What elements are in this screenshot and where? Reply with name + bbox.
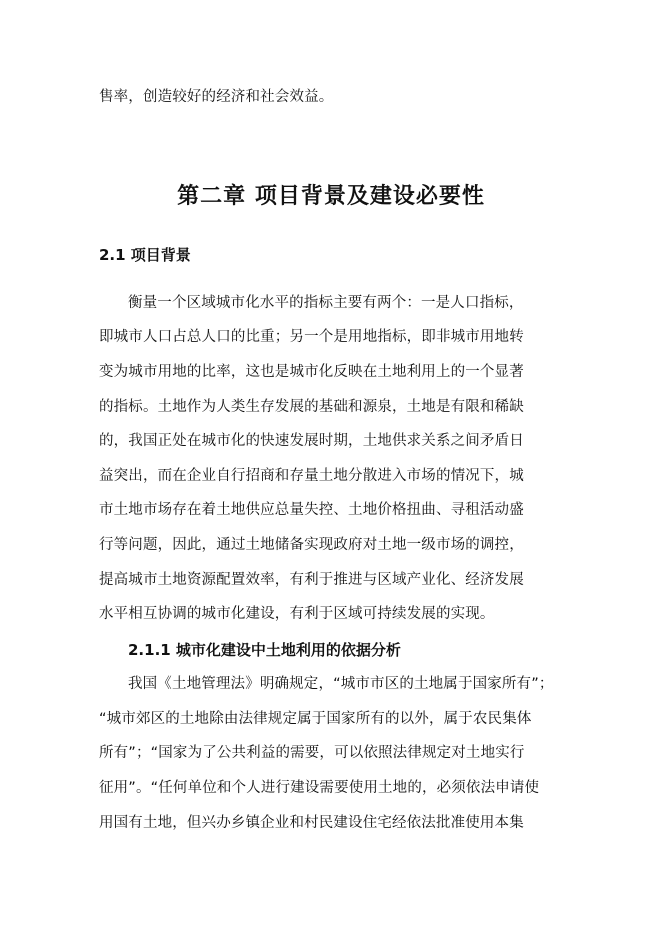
section-2-1-1-heading: 2.1.1 城市化建设中土地利用的依据分析 [128, 641, 401, 659]
section-2-1-line: 益突出，而在企业自行招商和存量土地分散进入市场的情况下，城 [99, 468, 524, 484]
chapter-title: 第二章 项目背景及建设必要性 [177, 183, 485, 209]
section-2-1-line: 行等问题，因此，通过土地储备实现政府对土地一级市场的调控， [99, 537, 524, 553]
section-2-1-line: 的，我国正处在城市化的快速发展时期，土地供求关系之间矛盾日 [99, 433, 524, 449]
section-2-1-line: 市土地市场存在着土地供应总量失控、土地价格扭曲、寻租活动盛 [99, 502, 524, 518]
section-2-1-line: 变为城市用地的比率，这也是城市化反映在土地利用上的一个显著 [99, 364, 524, 380]
section-2-1-1-line: 用国有土地，但兴办乡镇企业和村民建设住宅经依法批准使用本集 [99, 815, 524, 831]
section-2-1-line: 提高城市土地资源配置效率，有利于推进与区域产业化、经济发展 [99, 572, 524, 588]
section-2-1-1-line: 征用”。“任何单位和个人进行建设需要使用土地的，必须依法申请使 [99, 780, 540, 796]
section-2-1-1-line: 我国《土地管理法》明确规定，“城市市区的土地属于国家所有”； [128, 676, 554, 692]
section-2-1-1-line: “城市郊区的土地除由法律规定属于国家所有的以外，属于农民集体 [99, 711, 532, 727]
section-2-1-line: 衡量一个区域城市化水平的指标主要有两个：一是人口指标， [128, 295, 524, 311]
intro-tail-line: 售率，创造较好的经济和社会效益。 [99, 89, 334, 105]
section-2-1-heading: 2.1 项目背景 [99, 246, 191, 264]
section-2-1-1-line: 所有”；“国家为了公共利益的需要，可以依照法律规定对土地实行 [99, 745, 525, 761]
section-2-1-line: 水平相互协调的城市化建设，有利于区域可持续发展的实现。 [99, 606, 495, 622]
section-2-1-line: 即城市人口占总人口的比重；另一个是用地指标，即非城市用地转 [99, 329, 524, 345]
section-2-1-line: 的指标。土地作为人类生存发展的基础和源泉，土地是有限和稀缺 [99, 399, 524, 415]
